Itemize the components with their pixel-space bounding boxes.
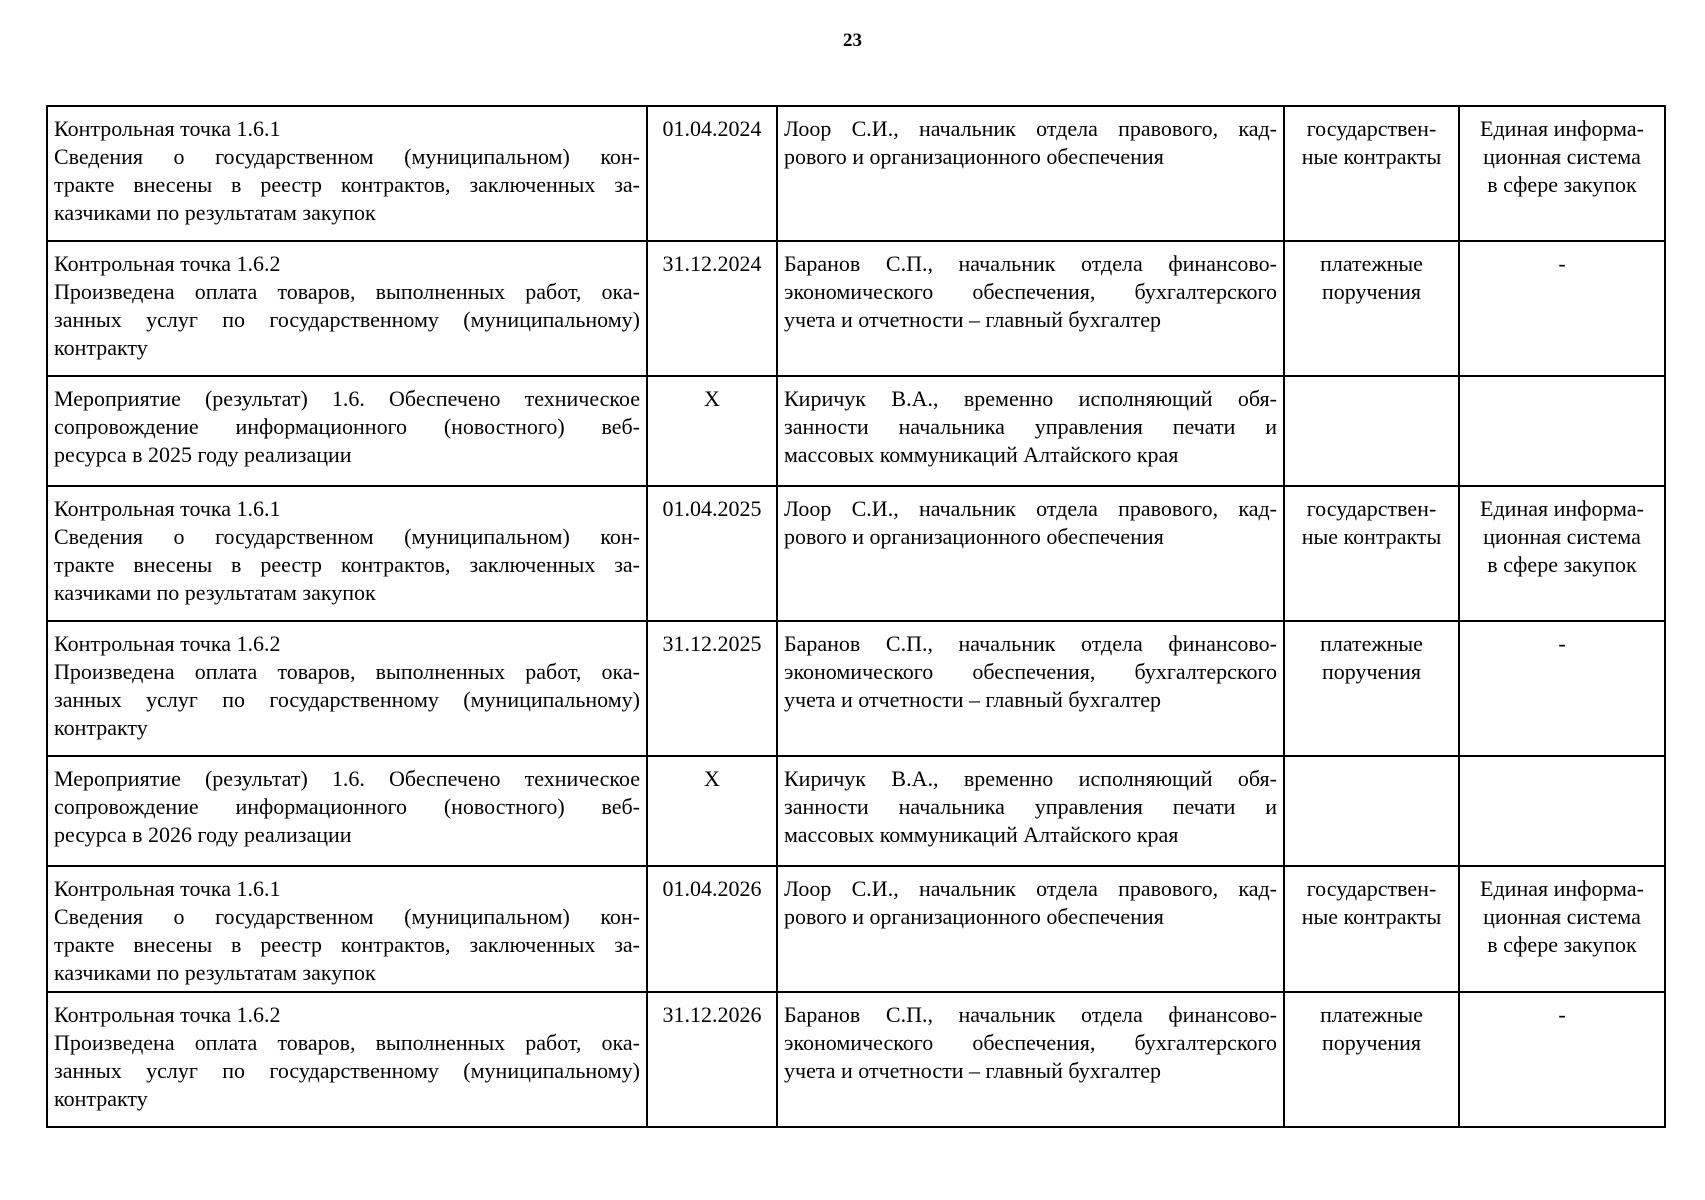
description-line: ресурса в 2026 году реализации	[54, 822, 352, 847]
description-cell	[47, 241, 647, 376]
control-point-title: Контрольная точка 1.6.1	[54, 116, 281, 141]
table-row	[47, 486, 1665, 621]
responsible-line: учета и отчетности – главный бухгалтер	[784, 687, 1162, 712]
description-line: занных услуг по государственному (муниципальному)	[54, 1058, 640, 1083]
document-type-cell	[1284, 866, 1459, 992]
table-row	[47, 106, 1665, 241]
responsible-line: рового и организационного обеспечения	[784, 524, 1164, 549]
document-type-cell	[1284, 486, 1459, 621]
responsible-line: экономического обеспечения, бухгалтерского	[784, 659, 1277, 684]
document-type-line: поручения	[1322, 1030, 1421, 1055]
responsible-cell	[777, 376, 1284, 486]
description-line: казчиками по результатам закупок	[54, 200, 376, 225]
table-row	[47, 376, 1665, 486]
info-system-cell	[1459, 376, 1665, 486]
responsible-line: Баранов С.П., начальник отдела финансово-	[784, 631, 1277, 656]
table-row	[47, 241, 1665, 376]
document-type-cell	[1284, 106, 1459, 241]
description-line: контракту	[54, 715, 148, 740]
document-type-cell	[1284, 621, 1459, 756]
description-cell	[47, 376, 647, 486]
description-cell	[47, 621, 647, 756]
table-row	[47, 621, 1665, 756]
control-points-table	[46, 105, 1666, 1128]
deadline-date: 01.04.2026	[662, 876, 762, 901]
description-line: тракте внесены в реестр контрактов, заключенных за-	[54, 172, 640, 197]
description-cell	[47, 992, 647, 1127]
responsible-cell	[777, 486, 1284, 621]
description-line: Сведения о государственном (муниципальном) кон-	[54, 904, 640, 929]
deadline-date: 31.12.2024	[662, 251, 762, 276]
table-body	[47, 106, 1665, 1127]
description-line: контракту	[54, 335, 148, 360]
responsible-line: экономического обеспечения, бухгалтерского	[784, 1030, 1277, 1055]
deadline-date: 01.04.2024	[662, 116, 762, 141]
description-line: Произведена оплата товаров, выполненных работ, ока-	[54, 659, 640, 684]
document-type-line: государствен-	[1306, 116, 1437, 141]
description-line: Мероприятие (результат) 1.6. Обеспечено техническое	[54, 766, 640, 791]
info-system-cell	[1459, 241, 1665, 376]
deadline-date: 31.12.2026	[662, 1002, 762, 1027]
info-system-line: Единая информа-	[1480, 876, 1644, 901]
responsible-line: Киричук В.А., временно исполняющий обя-	[784, 766, 1277, 791]
control-point-title: Контрольная точка 1.6.2	[54, 251, 281, 276]
table-row	[47, 866, 1665, 992]
info-system-line: ционная система	[1483, 144, 1641, 169]
info-system-line: в сфере закупок	[1487, 172, 1637, 197]
description-line: тракте внесены в реестр контрактов, заключенных за-	[54, 932, 640, 957]
info-system-line: в сфере закупок	[1487, 932, 1637, 957]
description-cell	[47, 866, 647, 992]
date-cell	[647, 486, 777, 621]
control-point-title: Контрольная точка 1.6.2	[54, 631, 281, 656]
responsible-line: учета и отчетности – главный бухгалтер	[784, 1058, 1162, 1083]
info-system-line: -	[1558, 251, 1566, 276]
description-line: казчиками по результатам закупок	[54, 580, 376, 605]
info-system-line: -	[1558, 1002, 1566, 1027]
description-line: сопровождение информационного (новостного) веб-	[54, 794, 640, 819]
table-row	[47, 756, 1665, 866]
date-cell	[647, 376, 777, 486]
info-system-cell	[1459, 866, 1665, 992]
document-type-line: ные контракты	[1301, 524, 1442, 549]
description-line: Произведена оплата товаров, выполненных работ, ока-	[54, 1030, 640, 1055]
responsible-line: занности начальника управления печати и	[784, 794, 1277, 819]
responsible-line: Баранов С.П., начальник отдела финансово-	[784, 251, 1277, 276]
description-cell	[47, 486, 647, 621]
description-line: Произведена оплата товаров, выполненных работ, ока-	[54, 279, 640, 304]
responsible-cell	[777, 241, 1284, 376]
responsible-cell	[777, 866, 1284, 992]
document-type-cell	[1284, 756, 1459, 866]
info-system-cell	[1459, 106, 1665, 241]
document-type-line: поручения	[1322, 659, 1421, 684]
responsible-line: Лоор С.И., начальник отдела правового, кад-	[784, 876, 1277, 901]
responsible-line: экономического обеспечения, бухгалтерского	[784, 279, 1277, 304]
description-line: ресурса в 2025 году реализации	[54, 442, 352, 467]
control-point-title: Контрольная точка 1.6.2	[54, 1002, 281, 1027]
deadline-date: 31.12.2025	[662, 631, 762, 656]
description-line: Сведения о государственном (муниципальном) кон-	[54, 144, 640, 169]
date-cell	[647, 241, 777, 376]
description-cell	[47, 106, 647, 241]
description-line: занных услуг по государственному (муниципальному)	[54, 307, 640, 332]
document-type-line: поручения	[1322, 279, 1421, 304]
responsible-line: рового и организационного обеспечения	[784, 144, 1164, 169]
info-system-cell	[1459, 756, 1665, 866]
deadline-date: X	[704, 766, 720, 791]
responsible-line: массовых коммуникаций Алтайского края	[784, 442, 1179, 467]
description-cell	[47, 756, 647, 866]
description-line: Сведения о государственном (муниципальном) кон-	[54, 524, 640, 549]
control-point-title: Контрольная точка 1.6.1	[54, 496, 281, 521]
document-type-line: государствен-	[1306, 496, 1437, 521]
info-system-line: -	[1558, 631, 1566, 656]
responsible-line: учета и отчетности – главный бухгалтер	[784, 307, 1162, 332]
info-system-line: ционная система	[1483, 524, 1641, 549]
date-cell	[647, 621, 777, 756]
info-system-line: ционная система	[1483, 904, 1641, 929]
document-type-cell	[1284, 992, 1459, 1127]
responsible-cell	[777, 106, 1284, 241]
document-type-line: платежные	[1320, 251, 1423, 276]
info-system-line: в сфере закупок	[1487, 552, 1637, 577]
responsible-cell	[777, 756, 1284, 866]
info-system-cell	[1459, 486, 1665, 621]
responsible-line: Лоор С.И., начальник отдела правового, кад-	[784, 116, 1277, 141]
description-line: сопровождение информационного (новостного) веб-	[54, 414, 640, 439]
responsible-line: Баранов С.П., начальник отдела финансово-	[784, 1002, 1277, 1027]
deadline-date: 01.04.2025	[662, 496, 762, 521]
date-cell	[647, 106, 777, 241]
document-type-line: государствен-	[1306, 876, 1437, 901]
document-type-cell	[1284, 376, 1459, 486]
date-cell	[647, 866, 777, 992]
document-type-line: платежные	[1320, 1002, 1423, 1027]
responsible-line: занности начальника управления печати и	[784, 414, 1277, 439]
description-line: казчиками по результатам закупок	[54, 960, 376, 985]
description-line: тракте внесены в реестр контрактов, заключенных за-	[54, 552, 640, 577]
deadline-date: X	[704, 386, 720, 411]
info-system-line: Единая информа-	[1480, 496, 1644, 521]
info-system-cell	[1459, 992, 1665, 1127]
control-point-title: Контрольная точка 1.6.1	[54, 876, 281, 901]
responsible-line: рового и организационного обеспечения	[784, 904, 1164, 929]
info-system-cell	[1459, 621, 1665, 756]
responsible-cell	[777, 992, 1284, 1127]
document-type-cell	[1284, 241, 1459, 376]
date-cell	[647, 756, 777, 866]
responsible-line: Киричук В.А., временно исполняющий обя-	[784, 386, 1277, 411]
table-row	[47, 992, 1665, 1127]
date-cell	[647, 992, 777, 1127]
responsible-line: массовых коммуникаций Алтайского края	[784, 822, 1179, 847]
document-type-line: платежные	[1320, 631, 1423, 656]
page-number: 23	[843, 30, 862, 51]
document-type-line: ные контракты	[1301, 144, 1442, 169]
info-system-line: Единая информа-	[1480, 116, 1644, 141]
description-line: занных услуг по государственному (муниципальному)	[54, 687, 640, 712]
document-type-line: ные контракты	[1301, 904, 1442, 929]
description-line: контракту	[54, 1086, 148, 1111]
responsible-line: Лоор С.И., начальник отдела правового, кад-	[784, 496, 1277, 521]
responsible-cell	[777, 621, 1284, 756]
description-line: Мероприятие (результат) 1.6. Обеспечено техническое	[54, 386, 640, 411]
